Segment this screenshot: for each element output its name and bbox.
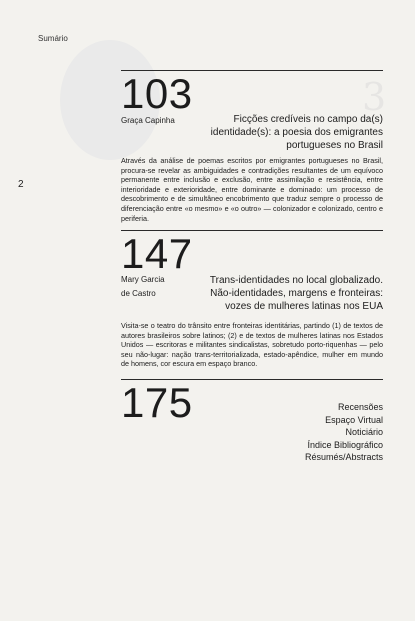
title-line: vozes de mulheres latinas nos EUA: [225, 301, 383, 312]
section-link-indice-bibliografico[interactable]: Índice Bibliográfico: [307, 439, 383, 450]
section-link-recensoes[interactable]: Recensões: [337, 402, 383, 412]
title-line: identidade(s): a poesia dos emigrantes: [210, 127, 383, 138]
author-line: Mary Garcia: [121, 275, 165, 284]
entry-page-number[interactable]: 103: [121, 70, 193, 117]
entry-title[interactable]: [183, 113, 383, 152]
author-line: de Castro: [121, 289, 156, 298]
title-line: Ficções credíveis no campo da(s): [233, 114, 383, 125]
entry-page-number[interactable]: 147: [121, 230, 193, 277]
contents-entry-175: [121, 379, 383, 489]
entry-author: [121, 273, 165, 301]
sections-list: [305, 401, 383, 464]
title-line: Não-identidades, margens e fronteiras:: [210, 288, 383, 299]
title-line: Trans-identidades no local globalizado.: [209, 275, 383, 286]
contents-entry-147: [121, 230, 383, 380]
entry-page-number[interactable]: 175: [121, 379, 193, 426]
title-line: portugueses no Brasil: [286, 140, 383, 151]
entry-author: Graça Capinha: [121, 116, 175, 125]
section-header: Sumário: [38, 34, 68, 43]
entry-title[interactable]: [163, 274, 383, 313]
page-number: 2: [18, 179, 24, 190]
section-link-resumes-abstracts[interactable]: Résumés/Abstracts: [304, 452, 383, 462]
entry-abstract: Visita-se o teatro do trânsito entre fronteiras identitárias, partindo (1) de textos de autores brasileiros sobre latinos; (2) e de textos de mulheres latinas nos Estados Unidos — escritoras e militantes sindicalistas, sobretudo porto-riquenhas — pelo seu não-lugar: nação trans-territorializada, estado-apêndice, mulher em mundo de homens, cor escura em espaço branco.: [121, 321, 383, 369]
contents-entry-103: [121, 70, 383, 230]
bleed-through-digit: 3: [362, 75, 387, 119]
section-link-noticiario[interactable]: Noticiário: [345, 427, 383, 437]
section-link-espaco-virtual[interactable]: Espaço Virtual: [325, 414, 383, 425]
entry-abstract: Através da análise de poemas escritos por emigrantes portugueses no Brasil, procura-se revelar as ambiguidades e contradições resultantes de um equívoco permanente entre inclusão e exclusão, entre assimilação e resistência, entre interioridade e exterioridade, entre dominante e dominado: um processo de descobrimento e de simultâneo encobrimento que traduz sempre o processo de diferenciação entre «o mesmo» e «o outro» — colonizador e colonizado, centro e periferia.: [121, 156, 383, 223]
